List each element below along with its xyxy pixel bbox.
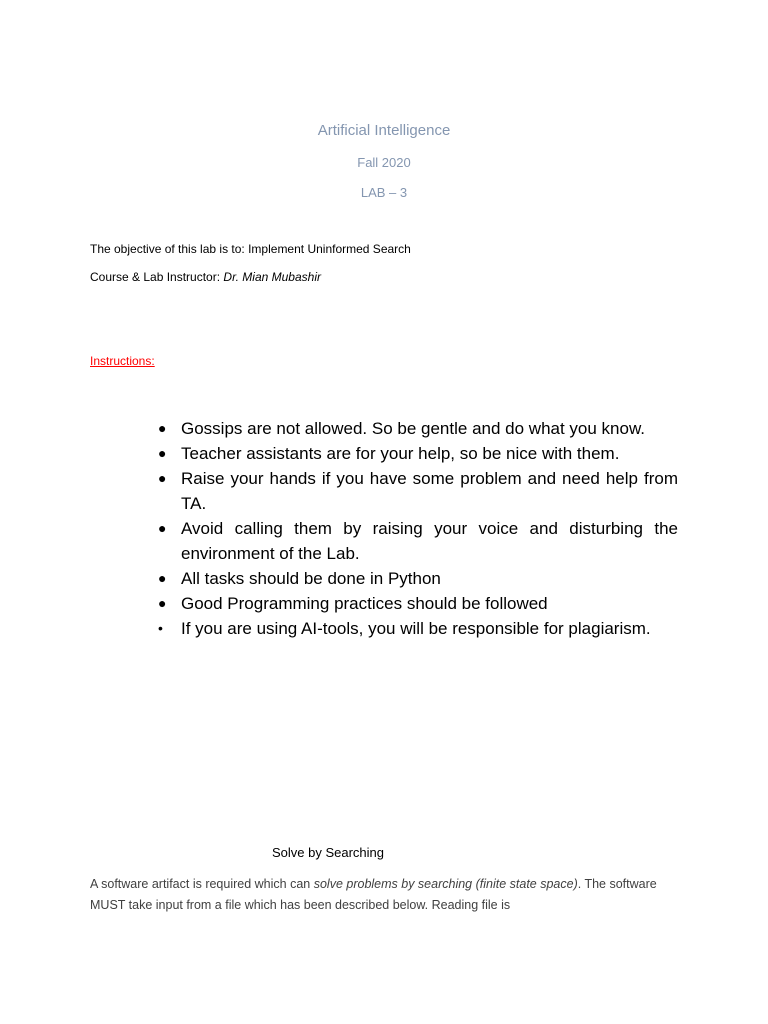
bullet-icon: ●	[158, 570, 167, 586]
list-item-text: Avoid calling them by raising your voice and disturbing the environment of the Lab.	[181, 519, 678, 563]
instructions-list	[158, 416, 678, 641]
list-item	[158, 591, 678, 616]
bullet-icon: ●	[158, 595, 167, 611]
list-item	[158, 466, 678, 516]
objective-value: Implement Uninformed Search	[248, 242, 411, 256]
bullet-icon: ●	[158, 470, 167, 486]
section-title: Solve by Searching	[271, 845, 384, 860]
list-item-text: Good Programming practices should be followed	[181, 594, 548, 613]
bullet-icon: ●	[158, 445, 167, 461]
lab-number: LAB – 3	[360, 185, 408, 200]
list-item	[158, 516, 678, 566]
instructions-heading: Instructions:	[90, 354, 155, 368]
list-item	[158, 616, 678, 641]
list-item-text: Gossips are not allowed. So be gentle and do what you know.	[181, 419, 646, 438]
bullet-icon: ●	[158, 520, 167, 536]
list-item-text: All tasks should be done in Python	[181, 569, 441, 588]
list-item	[158, 441, 678, 466]
section-body	[90, 874, 680, 916]
list-item	[158, 416, 678, 441]
objective-line	[90, 242, 411, 256]
instructor-line	[90, 270, 321, 284]
list-item	[158, 566, 678, 591]
instructor-label: Course & Lab Instructor:	[90, 270, 221, 284]
body-text-emphasis: solve problems by searching (finite state space)	[313, 877, 578, 891]
objective-label: The objective of this lab is to:	[90, 242, 245, 256]
list-item-text: If you are using AI-tools, you will be responsible for plagiarism.	[181, 619, 651, 638]
document-title: Artificial Intelligence	[317, 122, 451, 139]
bullet-icon: ●	[158, 420, 167, 436]
term-label: Fall 2020	[357, 155, 411, 170]
body-text-part: A software artifact is required which can	[90, 877, 314, 891]
instructor-value: Dr. Mian Mubashir	[223, 270, 321, 284]
list-item-text: Raise your hands if you have some problem and need help from TA.	[181, 469, 678, 513]
body-text-part: . The software MUST take input from a file which has been described below. Reading file is	[90, 877, 657, 912]
list-item-text: Teacher assistants are for your help, so be nice with them.	[181, 444, 620, 463]
bullet-icon: •	[158, 620, 163, 636]
